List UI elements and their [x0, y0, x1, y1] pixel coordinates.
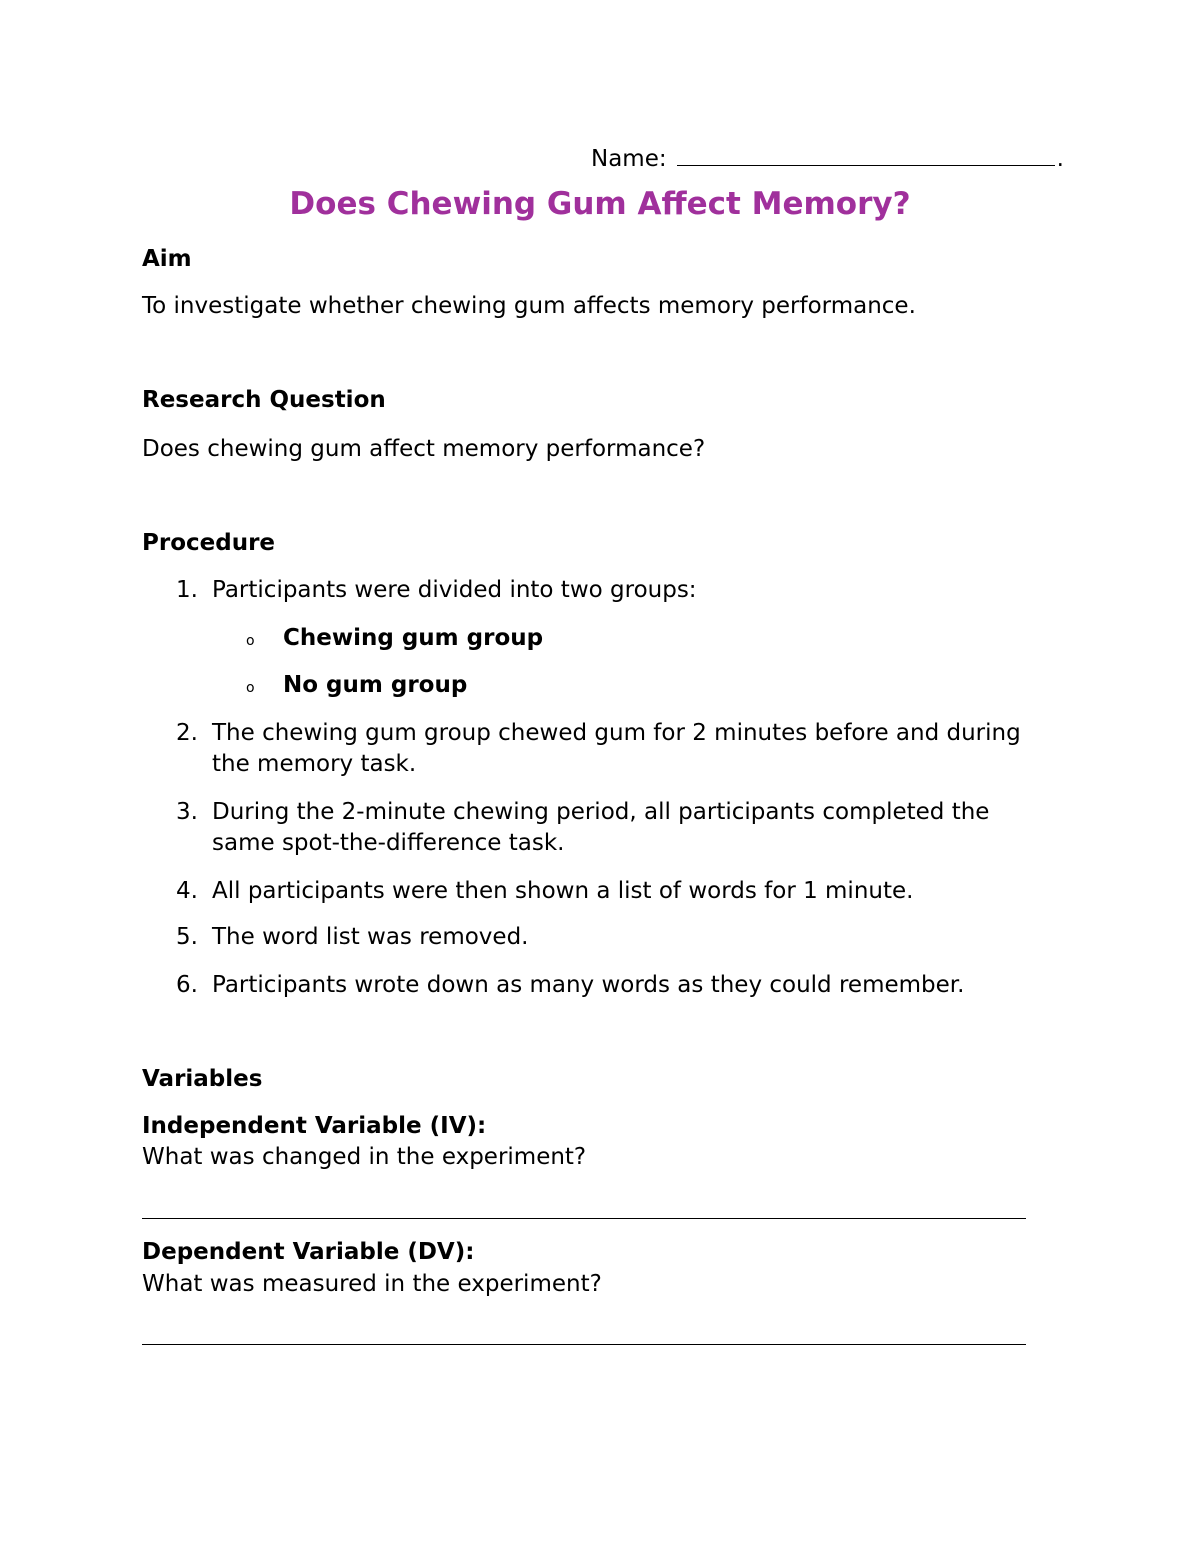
step-number: 3. — [176, 799, 198, 825]
group-item: No gum group — [283, 672, 468, 698]
aim-heading: Aim — [142, 246, 192, 272]
iv-question: What was changed in the experiment? — [142, 1144, 587, 1170]
name-input-line[interactable] — [677, 141, 1055, 166]
step-number: 6. — [176, 972, 198, 998]
dv-question: What was measured in the experiment? — [142, 1271, 602, 1297]
dv-answer-line[interactable] — [142, 1344, 1026, 1345]
step-number: 2. — [176, 720, 198, 746]
aim-text: To investigate whether chewing gum affects memory performance. — [142, 293, 916, 319]
research-question-text: Does chewing gum affect memory performance? — [142, 436, 706, 462]
variables-heading: Variables — [142, 1066, 263, 1092]
iv-answer-line[interactable] — [142, 1218, 1026, 1219]
step-text: All participants were then shown a list of words for 1 minute. — [212, 878, 914, 904]
bullet-marker: o — [246, 633, 255, 649]
procedure-heading: Procedure — [142, 530, 276, 556]
step-text-line2: same spot-the-difference task. — [212, 830, 565, 856]
research-question-heading: Research Question — [142, 387, 386, 413]
dv-heading: Dependent Variable (DV): — [142, 1239, 475, 1265]
name-field-row — [591, 141, 1064, 172]
iv-heading: Independent Variable (IV): — [142, 1113, 487, 1139]
step-text-line2: the memory task. — [212, 751, 417, 777]
step-number: 1. — [176, 577, 198, 603]
step-text: Participants were divided into two groups: — [212, 577, 697, 603]
name-label: Name: — [591, 146, 667, 172]
step-text: The word list was removed. — [212, 924, 529, 950]
document-title: Does Chewing Gum Affect Memory? — [289, 186, 911, 222]
name-period: . — [1056, 146, 1064, 172]
step-number: 4. — [176, 878, 198, 904]
step-text-line1: The chewing gum group chewed gum for 2 minutes before and during — [212, 720, 1021, 746]
step-text-line1: During the 2-minute chewing period, all participants completed the — [212, 799, 990, 825]
bullet-marker: o — [246, 680, 255, 696]
step-number: 5. — [176, 924, 198, 950]
group-item: Chewing gum group — [283, 625, 544, 651]
step-text: Participants wrote down as many words as they could remember. — [212, 972, 965, 998]
